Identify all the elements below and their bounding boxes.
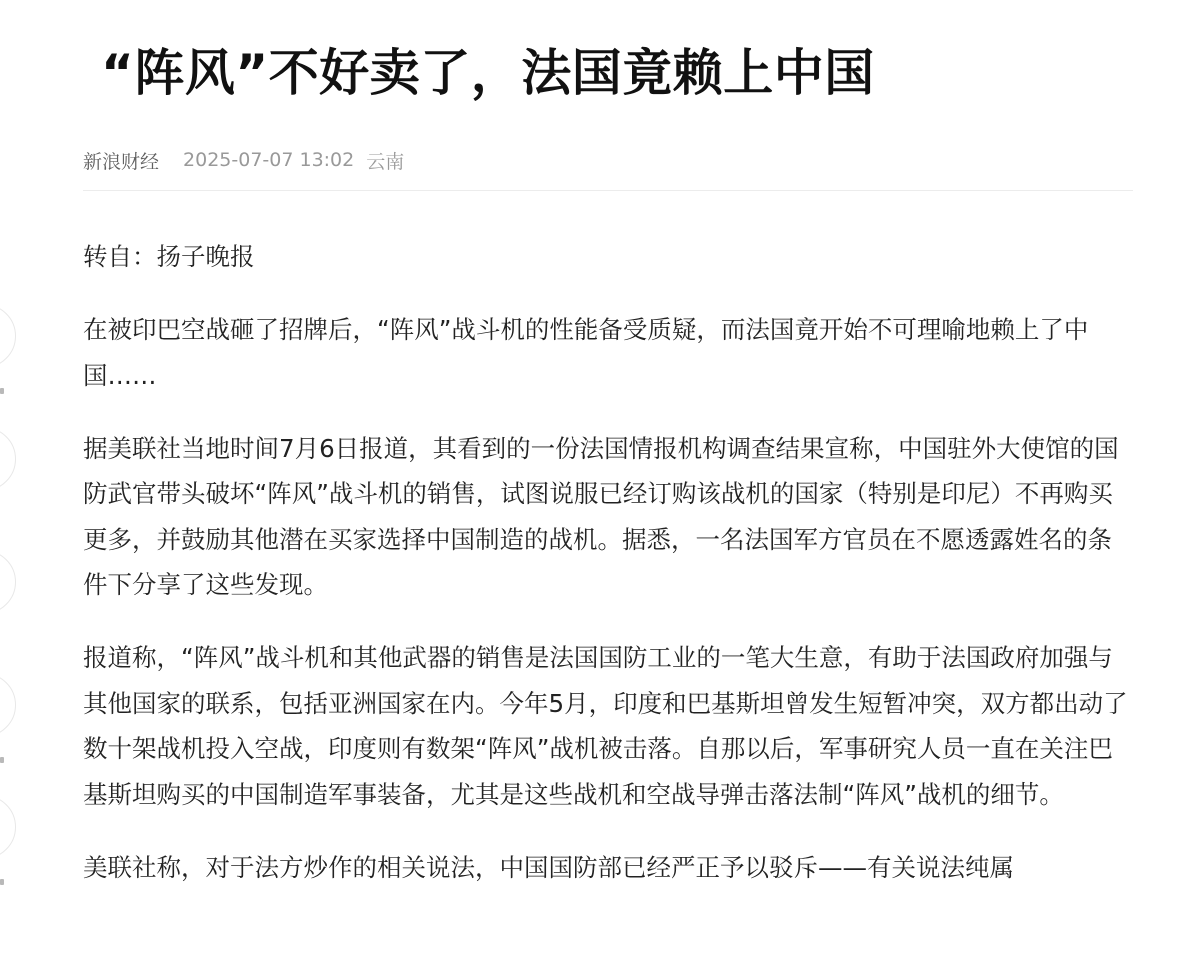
publish-location: 云南 xyxy=(366,150,405,173)
article-paragraph-4: 美联社称，对于法方炒作的相关说法，中国国防部已经严正予以驳斥——有关说法纯属 xyxy=(83,852,1014,882)
article-body xyxy=(83,234,1133,918)
article-paragraph-source: 转自：扬子晚报 xyxy=(83,242,255,271)
share-button-4[interactable] xyxy=(0,673,16,737)
article-source[interactable]: 新浪财经 xyxy=(83,150,160,173)
share-button-2[interactable] xyxy=(0,427,16,491)
share-label-mark-5 xyxy=(0,879,4,885)
share-label-mark-1 xyxy=(0,388,4,394)
article-title: “阵风”不好卖了，法国竟赖上中国 xyxy=(101,44,875,102)
article-paragraph-1: 在被印巴空战砸了招牌后，“阵风”战斗机的性能备受质疑，而法国竟开始不可理喻地赖上了中国…… xyxy=(83,315,1089,390)
publish-time: 2025-07-07 13:02 xyxy=(183,149,355,171)
share-button-1[interactable] xyxy=(0,304,16,368)
share-button-3[interactable] xyxy=(0,550,16,614)
left-share-rail xyxy=(0,0,18,970)
share-label-mark-4 xyxy=(0,757,4,763)
article-meta xyxy=(83,145,404,175)
title-divider xyxy=(83,190,1133,191)
article-paragraph-3: 报道称，“阵风”战斗机和其他武器的销售是法国国防工业的一笔大生意，有助于法国政府加强与其他国家的联系，包括亚洲国家在内。今年5月，印度和巴基斯坦曾发生短暂冲突，双方都出动了数十架战机投入空战，印度则有数架“阵风”战机被击落。自那以后，军事研究人员一直在关注巴基斯坦购买的中国制造军事装备，尤其是这些战机和空战导弹击落法制“阵风”战机的细节。 xyxy=(83,643,1128,809)
article-paragraph-2: 据美联社当地时间7月6日报道，其看到的一份法国情报机构调查结果宣称，中国驻外大使馆的国防武官带头破坏“阵风”战斗机的销售，试图说服已经订购该战机的国家（特别是印尼）不再购买更多，并鼓励其他潜在买家选择中国制造的战机。据悉，一名法国军方官员在不愿透露姓名的条件下分享了这些发现。 xyxy=(83,433,1119,599)
share-button-5[interactable] xyxy=(0,795,16,859)
